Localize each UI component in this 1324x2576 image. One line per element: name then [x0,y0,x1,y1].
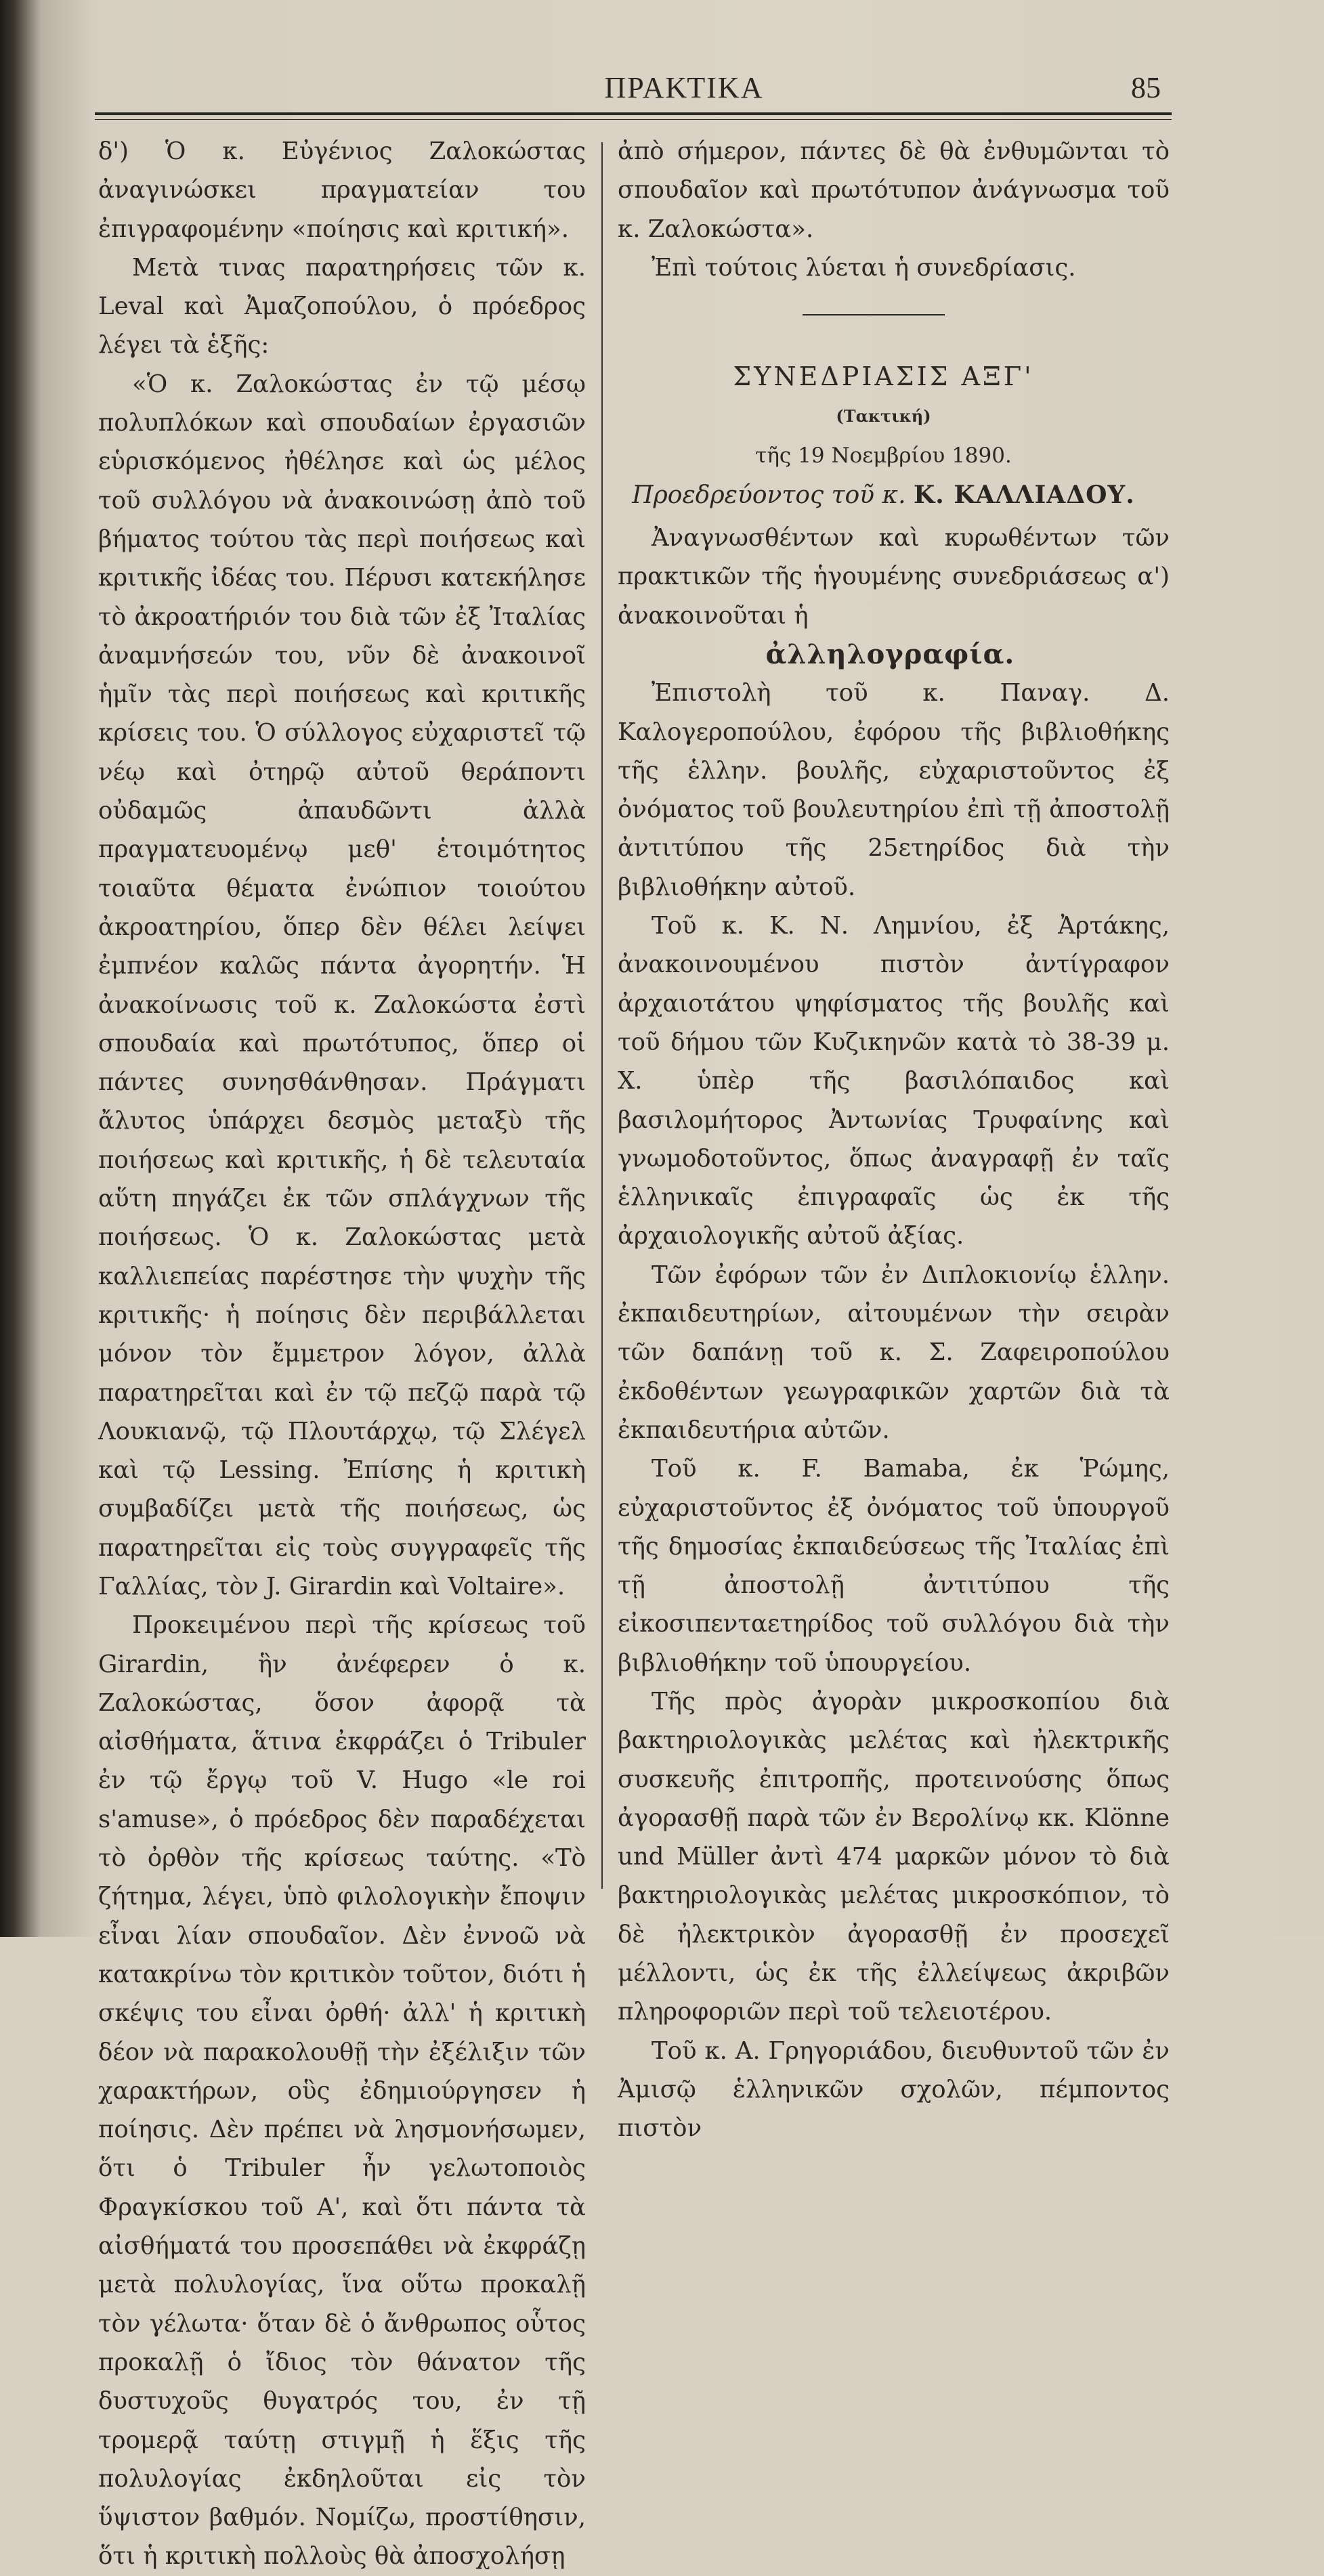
paragraph-president-speech: «Ὁ κ. Ζαλοκώστας ἐν τῷ μέσῳ πολυπλόκων καὶ σπουδαίων ἐργασιῶν εὑρισκόμενος ἠθέλησε καὶ ὡς μέλος τοῦ συλλόγου νὰ ἀνακοινώσῃ ἀπὸ τοῦ βήματος τούτου τὰς περὶ ποιήσεως καὶ κριτικῆς ἰδέας του. Πέρυσι κατεκήλησε τὸ ἀκροατήριόν του διὰ τῶν ἐξ Ἰταλίας ἀναμνήσεών του, νῦν δὲ ἀνακοινοῖ ἡμῖν τὰς περὶ ποιήσεως καὶ κριτικῆς κρίσεις του. Ὁ σύλλογος εὐχαριστεῖ τῷ νέῳ καὶ ὀτηρῷ αὐτοῦ θεράποντι οὐδαμῶς ἀπαυδῶντι ἀλλὰ πραγματευομένῳ μεθ' ἑτοιμότητος τοιαῦτα θέματα ἐνώπιον τοιούτου ἀκροατηρίου, ὅπερ δὲν θέλει λείψει ἐμπνέον καλῶς πάντα ἀγορητήν. Ἡ ἀνακοίνωσις τοῦ κ. Ζαλοκώστα ἐστὶ σπουδαία καὶ πρωτότυπος, ὅπερ οἱ πάντες συνησθάνθησαν. Πράγματι ἄλυτος ὑπάρχει δεσμὸς μεταξὺ τῆς ποιήσεως καὶ κριτικῆς, ἡ δὲ τελευταία αὕτη πηγάζει ἐκ τῶν σπλάγχνων τῆς ποιήσεως. Ὁ κ. Ζαλοκώστας μετὰ καλλιεπείας παρέστησε τὴν ψυχὴν τῆς κριτικῆς· ἡ ποίησις δὲν περιβάλλεται μόνον τὸν ἔμμετρον λόγον, ἀλλὰ παρατηρεῖται καὶ ἐν τῷ πεζῷ παρὰ τῷ Λουκιανῷ, τῷ Πλουτάρχῳ, τῷ Σλέγελ καὶ τῷ Lessing. Ἐπίσης ἡ κριτικὴ συμβαδίζει μετὰ τῆς ποιήσεως, ὡς παρατηρεῖται εἰς τοὺς συγγραφεῖς τῆς Γαλλίας, τὸν J. Girardin καὶ Voltaire». [98,370,586,1600]
paragraph-microscope-committee: Τῆς πρὸς ἀγορὰν μικροσκοπίου διὰ βακτηριολογικὰς μελέτας καὶ ἠλεκτρικῆς συσκευῆς ἐπιτροπῆς, προτεινούσης ὅπως ἀγορασθῇ παρὰ τῶν ἐν Βερολίνῳ κκ. Klönne und Müller ἀντὶ 474 μαρκῶν μόνον τὸ διὰ βακτηριολογικὰς μελέτας μικροσκόπιον, τὸ δὲ ἠλεκτρικὸν ἀγορασθῇ ἐν προσεχεῖ μέλλοντι, ὡς ἐκ τῆς ἐλλείψεως ἀκριβῶν πληροφοριῶν περὶ τοῦ τελειοτέρου. [618,1687,1170,2026]
session-type: (Τακτική) [836,406,931,427]
paragraph-remarks: Μετὰ τινας παρατηρήσεις τῶν κ. Leval καὶ Ἀμαζοπούλου, ὁ πρόεδρος λέγει τὰ ἑξῆς: [98,253,586,359]
paragraph-session-closed: Ἐπὶ τούτοις λύεται ἡ συνεδρίασις. [652,253,1076,282]
paragraph-continuation: ἀπὸ σήμερον, πάντες δὲ θὰ ἐνθυμῶνται τὸ σπουδαῖον καὶ πρωτότυπον ἀνάγνωσμα τοῦ κ. Ζαλοκώστα». [618,137,1170,243]
running-title: ΠΡΑΚΤΙΚΑ [604,71,764,104]
paragraph-letter-grigoriadou: Τοῦ κ. Α. Γρηγοριάδου, διευθυντοῦ τῶν ἐν Ἀμισῷ ἑλληνικῶν σχολῶν, πέμποντος πιστὸν [618,2036,1170,2143]
correspondence-heading: ἀλληλογραφία. [765,638,1015,670]
paragraph-letter-bamaba: Τοῦ κ. F. Bamaba, ἐκ Ῥώμης, εὐχαριστοῦντος ἐξ ὀνόματος τοῦ ὑπουργοῦ τῆς δημοσίας ἐκπαιδεύσεως τῆς Ἰταλίας ἐπὶ τῇ ἀποστολῇ ἀντιτύπου τῆς εἰκοσιπενταετηρίδος τοῦ συλλόγου διὰ τὴν βιβλιοθήκην τοῦ ὑπουργείου. [618,1455,1170,1677]
session-title: ΣΥΝΕΔΡΙΑΣΙΣ ΑΞΓ' [733,362,1034,392]
page-number: 85 [1131,71,1161,104]
paragraph-letter-diplokionion: Τῶν ἐφόρων τῶν ἐν Διπλοκιονίῳ ἑλλην. ἐκπαιδευτηρίων, αἰτουμένων τὴν σειρὰν τῶν δαπάνῃ τοῦ κ. Σ. Ζαφειροπούλου ἐκδοθέντων γεωγραφικῶν χαρτῶν διὰ τὰ ἐκπαιδευτήρια αὐτῶν. [618,1261,1170,1444]
paragraph-item-d: δ') Ὁ κ. Εὐγένιος Ζαλοκώστας ἀναγινώσκει πραγματείαν του ἐπιγραφομένην «ποίησις καὶ κριτική». [98,137,586,243]
session-date: τῆς 19 Νοεμβρίου 1890. [755,443,1012,468]
paragraph-letter-kalogeropoulos: Ἐπιστολὴ τοῦ κ. Παναγ. Δ. Καλογεροπούλου, ἐφόρου τῆς βιβλιοθήκης τῆς ἑλλην. βουλῆς, εὐχαριστοῦντος ἐξ ὀνόματος τοῦ βουλευτηρίου ἐπὶ τῇ ἀποστολῇ ἀντιτύπου τῆς 25ετηρίδος διὰ τὴν βιβλιοθήκην αὐτοῦ. [618,679,1170,901]
paragraph-minutes-approved: Ἀναγνωσθέντων καὶ κυρωθέντων τῶν πρακτικῶν τῆς ἡγουμένης συνεδριάσεως α') ἀνακοινοῦται ἡ [618,524,1170,630]
right-column [618,132,1170,2148]
paragraph-girardin: Προκειμένου περὶ τῆς κρίσεως τοῦ Girardin, ἣν ἀνέφερεν ὁ κ. Ζαλοκώστας, ὅσον ἀφορᾷ τὰ αἰσθήματα, ἅτινα ἐκφράζει ὁ Tribuler ἐν τῷ ἔργῳ τοῦ V. Hugo «le roi s'amuse», ὁ πρόεδρος δὲν παραδέχεται τὸ ὀρθὸν τῆς κρίσεως ταύτης. «Τὸ ζήτημα, λέγει, ὑπὸ φιλολογικὴν ἔποψιν εἶναι λίαν σπουδαῖον. Δὲν ἐννοῶ νὰ κατακρίνω τὸν κριτικὸν τοῦτον, διότι ἡ σκέψις του εἶναι ὀρθή· ἀλλ' ἡ κριτικὴ δέον νὰ παρακολουθῇ τὴν ἐξέλιξιν τῶν χαρακτήρων, οὓς ἐδημιούργησεν ἡ ποίησις. Δὲν πρέπει νὰ λησμονήσωμεν, ὅτι ὁ Tribuler ἦν γελωτοποιὸς Φραγκίσκου τοῦ Α', καὶ ὅτι πάντα τὰ αἰσθήματά του προσεπάθει νὰ ἐκφράζῃ μετὰ πολυλογίας, ἵνα οὕτω προκαλῇ τὸν γέλωτα· ὅταν δὲ ὁ ἄνθρωπος οὗτος προκαλῇ ὁ ἴδιος τὸν θάνατον τῆς δυστυχοῦς θυγατρός του, ἐν τῇ τρομερᾷ ταύτῃ στιγμῇ ἡ ἕξις τῆς πολυλογίας ἐκδηλοῦται εἰς τὸν ὕψιστον βαθμόν. Νομίζω, προστίθησιν, ὅτι ἡ κριτικὴ πολλοὺς θὰ ἀποσχολήσῃ [98,1611,586,2571]
section-divider [803,314,945,315]
header-rule-thick [95,112,1172,115]
session-president [591,476,1143,515]
left-column [98,132,586,2576]
paragraph-letter-lemnios: Τοῦ κ. Κ. Ν. Λημνίου, ἐξ Ἀρτάκης, ἀνακοινουμένου πιστὸν ἀντίγραφον ἀρχαιοτάτου ψηφίσματος τῆς βουλῆς καὶ τοῦ δήμου τῶν Κυζικηνῶν κατὰ τὸ 38-39 μ. Χ. ὑπὲρ τῆς βασιλόπαιδος καὶ βασιλομήτορος Ἀντωνίας Τρυφαίνης καὶ γνωμοδοτοῦντος, ὅπως ἀναγραφῇ ἐν ταῖς ἑλληνικαῖς ἐπιγραφαῖς ὡς ἐκ τῆς ἀρχαιολογικῆς αὐτοῦ ἀξίας. [618,912,1170,1250]
page-header [0,66,1324,114]
header-rule-thin [95,119,1172,120]
president-name: Κ. ΚΑΛΛΙΑΔΟΥ. [914,480,1135,509]
president-prefix: Προεδρεύοντος τοῦ κ. [632,481,914,509]
